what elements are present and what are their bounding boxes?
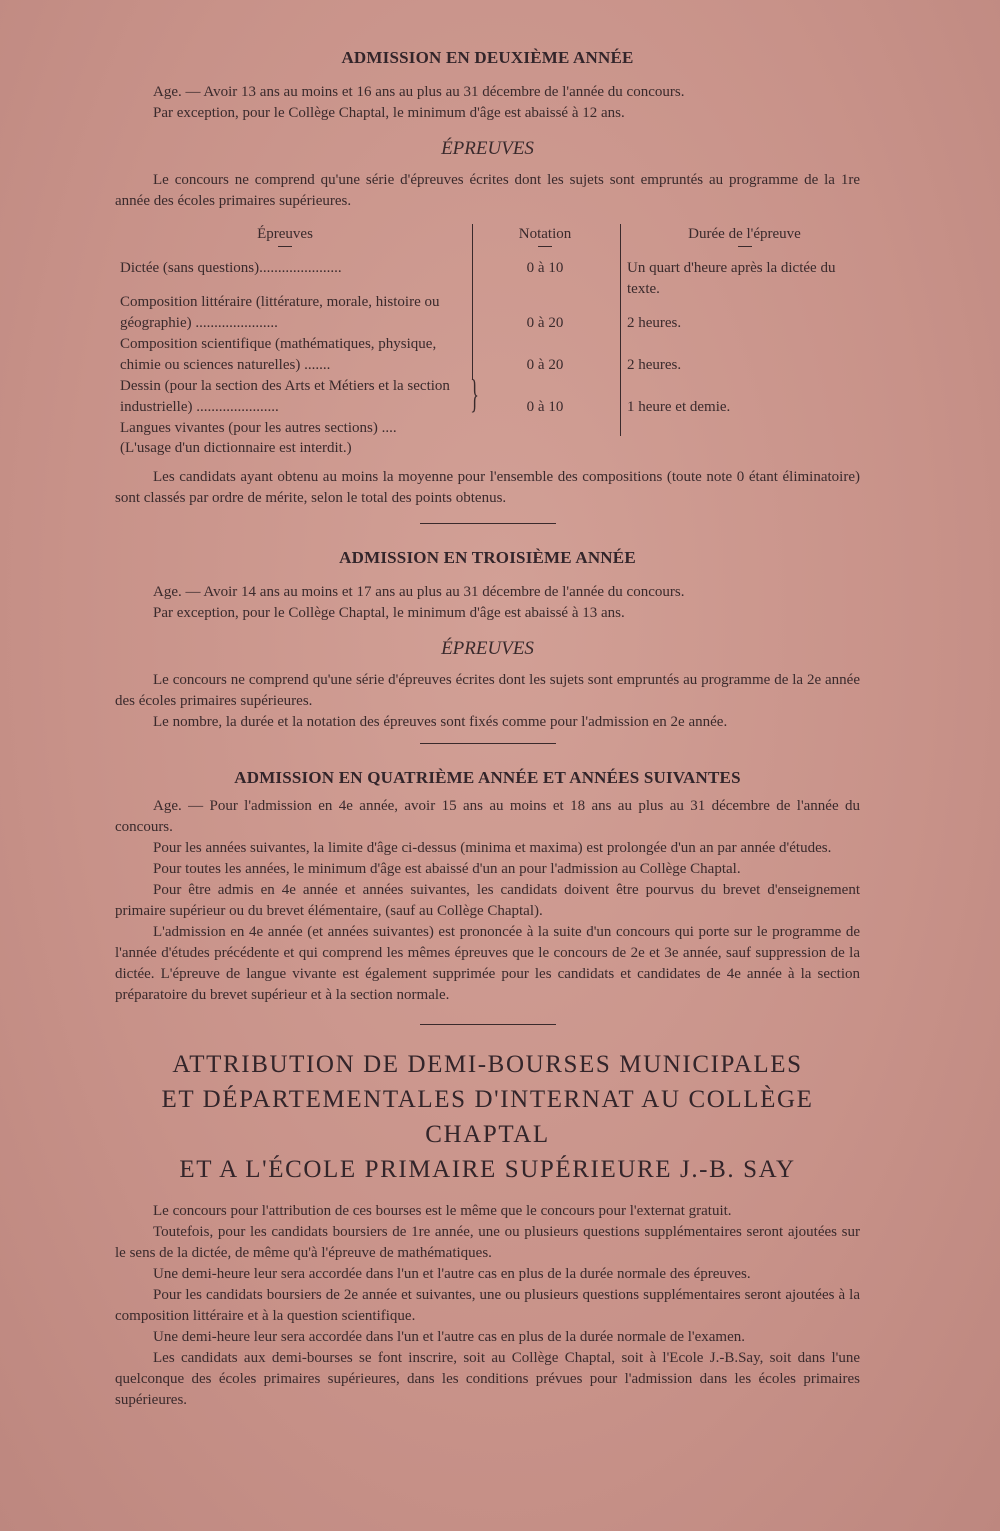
table-row-notation: 0 à 20 xyxy=(526,357,564,373)
table-row-notation: 0 à 10 xyxy=(526,399,564,415)
table-row-notation: 0 à 10 xyxy=(526,260,564,276)
epreuves-table xyxy=(115,224,860,436)
bourses-title-line-1: ATTRIBUTION DE DEMI-BOURSES MUNICIPALES xyxy=(172,1051,803,1078)
table-row-notation: 0 à 20 xyxy=(526,315,564,331)
epreuves-intro: Le concours ne comprend qu'une série d'épreuves écrites dont les sujets sont empruntés au programme de la 2e année des écoles primaires supérieures. xyxy=(115,672,860,709)
paragraph: Le concours pour l'attribution de ces bourses est le même que le concours pour l'externat gratuit. xyxy=(153,1203,732,1219)
table-divider xyxy=(620,224,621,436)
dictionary-note: (L'usage d'un dictionnaire est interdit.) xyxy=(120,440,352,456)
table-row-label: Langues vivantes (pour les autres sections) .... xyxy=(120,420,397,436)
separator-rule xyxy=(420,1024,556,1025)
paragraph: Pour les candidats boursiers de 2e année et suivantes, une ou plusieurs questions supplémentaires seront ajoutées à la composition littéraire et à la question scientifique. xyxy=(115,1287,860,1324)
age-line: Age. — Avoir 13 ans au moins et 16 ans au plus au 31 décembre de l'année du concours. xyxy=(153,84,685,100)
age-exception-line: Par exception, pour le Collège Chaptal, le minimum d'âge est abaissé à 12 ans. xyxy=(153,105,625,121)
paragraph: L'admission en 4e année (et années suivantes) est prononcée à la suite d'un concours qui porte sur le programme de l'année d'études précédente et qui comprend les mêmes épreuves que le concours de 2e et 3e année, sauf suppression de la dictée. L'épreuve de langue vivante est également supprimée pour les candidats et candidates de 4e année à la section préparatoire du brevet supérieur et à la section normale. xyxy=(115,924,860,1003)
bourses-title-line-3: ET A L'ÉCOLE PRIMAIRE SUPÉRIEURE J.-B. SAY xyxy=(179,1156,796,1183)
age-line: Age. — Avoir 14 ans au moins et 17 ans au plus au 31 décembre de l'année du concours. xyxy=(153,584,685,600)
header-notation: Notation xyxy=(475,224,615,247)
paragraph: Pour être admis en 4e année et années suivantes, les candidats doivent être pourvus du brevet d'enseignement primaire supérieur ou du brevet élémentaire, (sauf au Collège Chaptal). xyxy=(115,882,860,919)
table-row-duree: 1 heure et demie. xyxy=(627,399,731,415)
header-epreuves: Épreuves xyxy=(175,224,395,247)
classement-paragraph: Les candidats ayant obtenu au moins la moyenne pour l'ensemble des compositions (toute note 0 étant éliminatoire) sont classés par ordre de mérite, selon le total des points obtenus. xyxy=(115,469,860,506)
section-title-troisieme-annee: ADMISSION EN TROISIÈME ANNÉE xyxy=(339,548,636,567)
epreuves-title: ÉPREUVES xyxy=(441,138,534,159)
paragraph: Pour toutes les années, le minimum d'âge est abaissé d'un an pour l'admission au Collège Chaptal. xyxy=(153,861,741,877)
table-divider xyxy=(472,224,473,380)
age-exception-line: Par exception, pour le Collège Chaptal, le minimum d'âge est abaissé à 13 ans. xyxy=(153,605,625,621)
epreuves-intro: Le concours ne comprend qu'une série d'épreuves écrites dont les sujets sont empruntés au programme de la 1re année des écoles primaires supérieures. xyxy=(115,172,860,209)
paragraph: Age. — Pour l'admission en 4e année, avoir 15 ans au moins et 18 ans au plus au 31 décembre de l'année du concours. xyxy=(115,798,860,835)
table-row-duree: 2 heures. xyxy=(627,315,682,331)
separator-rule xyxy=(420,523,556,524)
paragraph: Une demi-heure leur sera accordée dans l'un et l'autre cas en plus de la durée normale de l'examen. xyxy=(153,1329,746,1345)
table-row-label: Composition scientifique (mathématiques, physique, chimie ou sciences naturelles) ....... xyxy=(120,336,437,373)
table-row-label: Dessin (pour la section des Arts et Métiers et la section industrielle) ...................... xyxy=(120,378,450,415)
paragraph: Une demi-heure leur sera accordée dans l'un et l'autre cas en plus de la durée normale des épreuves. xyxy=(153,1266,751,1282)
table-row-label: Dictée (sans questions)...................... xyxy=(120,260,342,276)
bourses-title-line-2: ET DÉPARTEMENTALES D'INTERNAT AU COLLÈGE CHAPTAL xyxy=(161,1086,814,1148)
document-content xyxy=(115,48,860,1411)
table-row-duree: 2 heures. xyxy=(627,357,682,373)
epreuves-note: Le nombre, la durée et la notation des épreuves sont fixés comme pour l'admission en 2e année. xyxy=(153,714,728,730)
table-row-duree: Un quart d'heure après la dictée du texte. xyxy=(627,260,836,297)
paragraph: Toutefois, pour les candidats boursiers de 1re année, une ou plusieurs questions supplémentaires seront ajoutées sur le sens de la dictée, de même qu'à l'épreuve de mathématiques. xyxy=(115,1224,860,1261)
separator-rule xyxy=(420,743,556,744)
section-title-quatrieme-annee: ADMISSION EN QUATRIÈME ANNÉE ET ANNÉES SUIVANTES xyxy=(234,768,741,787)
header-duree: Durée de l'épreuve xyxy=(627,224,862,247)
paragraph: Pour les années suivantes, la limite d'âge ci-dessus (minima et maxima) est prolongée d'un an par année d'études. xyxy=(153,840,832,856)
table-row-label: Composition littéraire (littérature, morale, histoire ou géographie) ...................... xyxy=(120,294,440,331)
paragraph: Les candidats aux demi-bourses se font inscrire, soit au Collège Chaptal, soit à l'Ecole J.-B.Say, soit dans l'une quelconque des écoles primaires supérieures, dans les conditions prévues pour l'admission dans les écoles primaires supérieures. xyxy=(115,1350,860,1408)
section-title-deuxieme-annee: ADMISSION EN DEUXIÈME ANNÉE xyxy=(341,48,634,67)
brace-symbol: } xyxy=(470,371,479,416)
epreuves-title: ÉPREUVES xyxy=(441,638,534,659)
